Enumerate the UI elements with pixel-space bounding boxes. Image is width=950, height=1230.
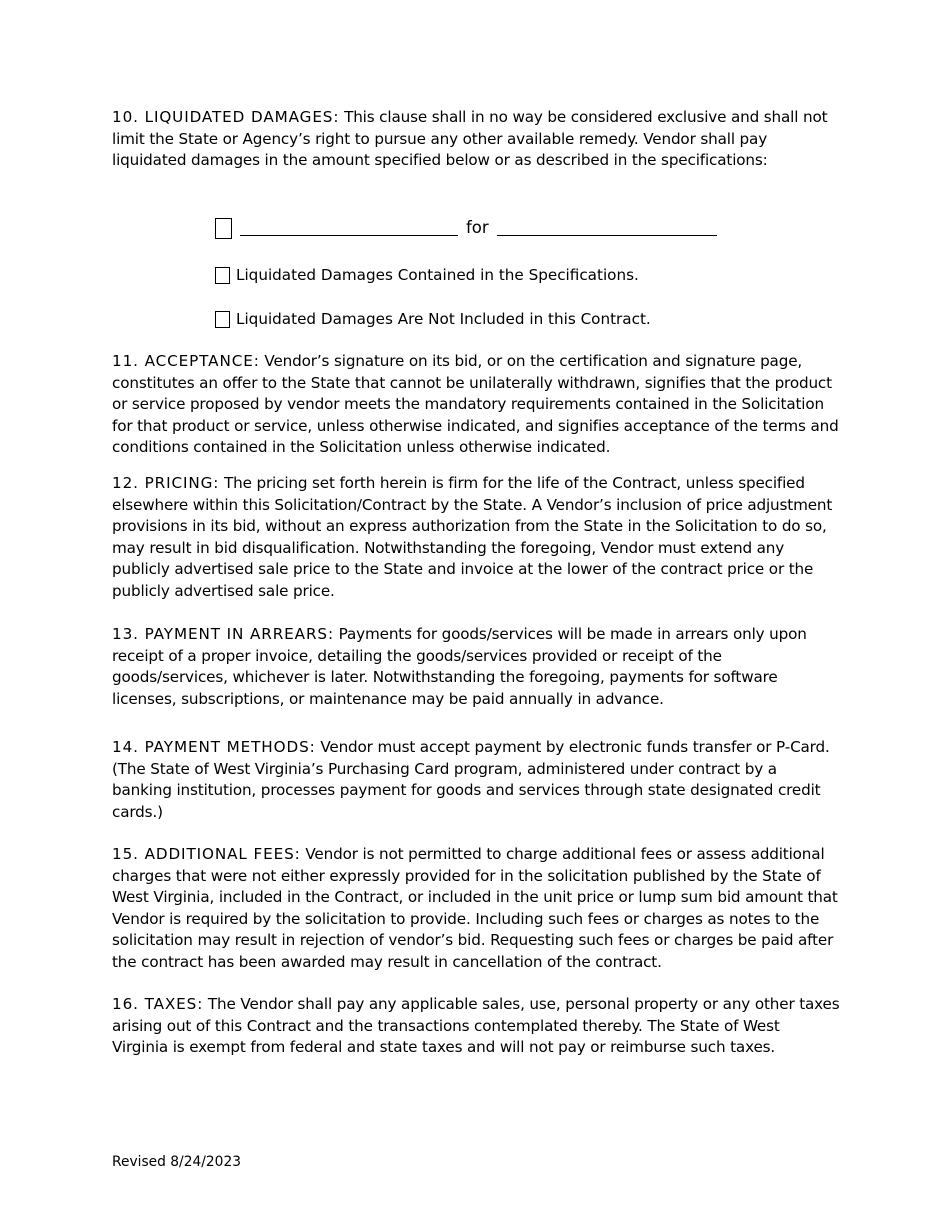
section-15-additional-fees xyxy=(112,844,840,973)
for-label: for xyxy=(466,218,489,237)
section-15-heading: 15. ADDITIONAL FEES: xyxy=(112,845,301,863)
option-not-included-row xyxy=(215,308,651,330)
section-13-payment-in-arrears xyxy=(112,624,840,710)
section-12-pricing xyxy=(112,473,840,602)
section-15-body: Vendor is not permitted to charge additional fees or assess additional charges that were not either expressly provided for in the solicitation published by the State of West Virginia, included in the Contract, or included in the unit price or lump sum bid amount that Vendor is required by the solicitation to provide. Including such fees or charges as notes to the solicitation may result in rejection of vendor’s bid. Requesting such fees or charges be paid after the contract has been awarded may result in cancellation of the contract. xyxy=(112,845,838,971)
contained-in-specs-label: Liquidated Damages Contained in the Specifications. xyxy=(236,266,639,284)
section-10-liquidated-damages xyxy=(112,107,840,172)
section-10-heading: 10. LIQUIDATED DAMAGES: xyxy=(112,108,340,126)
section-11-acceptance xyxy=(112,351,840,459)
section-14-heading: 14. PAYMENT METHODS: xyxy=(112,738,316,756)
section-11-heading: 11. ACCEPTANCE: xyxy=(112,352,260,370)
contained-in-specs-checkbox[interactable] xyxy=(215,267,230,284)
not-included-label: Liquidated Damages Are Not Included in this Contract. xyxy=(236,310,651,328)
not-included-checkbox[interactable] xyxy=(215,311,230,328)
option-contained-row xyxy=(215,264,639,286)
revision-date: Revised 8/24/2023 xyxy=(112,1154,242,1170)
section-16-taxes xyxy=(112,994,840,1059)
section-11-body: Vendor’s signature on its bid, or on the certification and signature page, constitutes an offer to the State that cannot be unilaterally withdrawn, signifies that the product or service proposed by vendor meets the mandatory requirements contained in the Solicitation for that product or service, unless otherwise indicated, and signifies acceptance of the terms and conditions contained in the Solicitation unless otherwise indicated. xyxy=(112,352,839,456)
section-13-body: Payments for goods/services will be made in arrears only upon receipt of a proper invoice, detailing the goods/services provided or receipt of the goods/services, whichever is later. Notwithstanding the foregoing, payments for software licenses, subscriptions, or maintenance may be paid annually in advance. xyxy=(112,625,807,708)
section-14-payment-methods xyxy=(112,737,840,823)
section-12-body: The pricing set forth herein is firm for the life of the Contract, unless specified elsewhere within this Solicitation/Contract by the State. A Vendor’s inclusion of price adjustment provisions in its bid, without an express authorization from the State in the Solicitation to do so, may result in bid disqualification. Notwithstanding the foregoing, Vendor must extend any publicly advertised sale price to the State and invoice at the lower of the contract price or the publicly advertised sale price. xyxy=(112,474,833,600)
section-16-body: The Vendor shall pay any applicable sales, use, personal property or any other taxes arising out of this Contract and the transactions contemplated thereby. The State of West Virginia is exempt from federal and state taxes and will not pay or reimburse such taxes. xyxy=(112,995,840,1056)
liquidated-amount-row xyxy=(215,217,717,239)
liquidated-period-blank[interactable] xyxy=(497,219,717,236)
section-12-heading: 12. PRICING: xyxy=(112,474,220,492)
liquidated-amount-checkbox[interactable] xyxy=(215,218,232,239)
section-13-heading: 13. PAYMENT IN ARREARS: xyxy=(112,625,334,643)
liquidated-amount-blank[interactable] xyxy=(240,219,458,236)
section-10-body: This clause shall in no way be considered exclusive and shall not limit the State or Agency’s right to pursue any other available remedy. Vendor shall pay liquidated damages in the amount specified below or as described in the specifications: xyxy=(112,108,828,169)
section-14-body: Vendor must accept payment by electronic funds transfer or P-Card. (The State of West Virginia’s Purchasing Card program, administered under contract by a banking institution, processes payment for goods and services through state designated credit cards.) xyxy=(112,738,830,821)
section-16-heading: 16. TAXES: xyxy=(112,995,204,1013)
